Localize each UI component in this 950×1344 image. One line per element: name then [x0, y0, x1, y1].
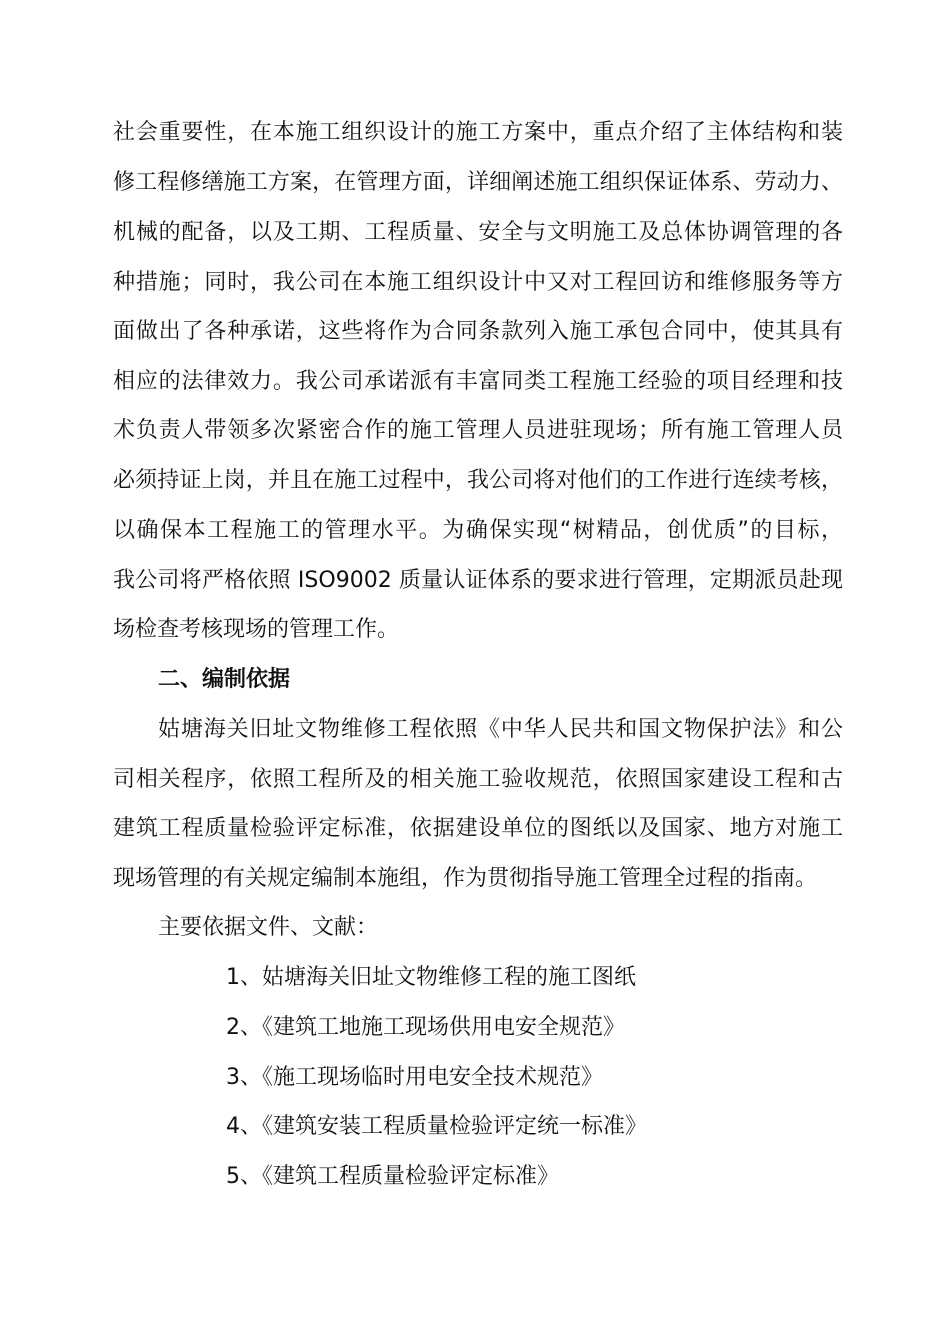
paragraph-line: 社会重要性，在本施工组织设计的施工方案中，重点介绍了主体结构和装 [113, 120, 843, 145]
reference-item: 3、《施工现场临时用电安全技术规范》 [226, 1065, 603, 1090]
paragraph-line: 修工程修缮施工方案，在管理方面，详细阐述施工组织保证体系、劳动力、 [113, 170, 843, 195]
paragraph-line: 面做出了各种承诺，这些将作为合同条款列入施工承包合同中，使其具有 [113, 319, 843, 344]
paragraph-line: 现场管理的有关规定编制本施组，作为贯彻指导施工管理全过程的指南。 [113, 866, 818, 891]
reference-item: 1、姑塘海关旧址文物维修工程的施工图纸 [226, 965, 636, 990]
references-intro: 主要依据文件、文献： [158, 915, 379, 940]
paragraph-line: 以确保本工程施工的管理水平。为确保实现“树精品，创优质”的目标， [113, 518, 843, 543]
paragraph-line: 建筑工程质量检验评定标准，依据建设单位的图纸以及国家、地方对施工 [113, 816, 843, 841]
paragraph-line: 术负责人带领多次紧密合作的施工管理人员进驻现场；所有施工管理人员 [113, 418, 843, 443]
paragraph-line: 场检查考核现场的管理工作。 [113, 617, 400, 642]
paragraph-line: 我公司将严格依照 ISO9002 质量认证体系的要求进行管理，定期派员赴现 [113, 568, 843, 593]
paragraph-line: 姑塘海关旧址文物维修工程依照《中华人民共和国文物保护法》和公 [158, 717, 843, 742]
paragraph-line: 司相关程序，依照工程所及的相关施工验收规范，依照国家建设工程和古 [113, 767, 843, 792]
reference-item: 5、《建筑工程质量检验评定标准》 [226, 1164, 559, 1189]
section-heading: 二、编制依据 [158, 667, 291, 692]
paragraph-line: 必须持证上岗，并且在施工过程中，我公司将对他们的工作进行连续考核， [113, 468, 843, 493]
reference-item: 4、《建筑安装工程质量检验评定统一标准》 [226, 1114, 647, 1139]
paragraph-line: 机械的配备，以及工期、工程质量、安全与文明施工及总体协调管理的各 [113, 220, 843, 245]
reference-item: 2、《建筑工地施工现场供用电安全规范》 [226, 1015, 625, 1040]
paragraph-line: 相应的法律效力。我公司承诺派有丰富同类工程施工经验的项目经理和技 [113, 369, 843, 394]
paragraph-line: 种措施；同时，我公司在本施工组织设计中又对工程回访和维修服务等方 [113, 270, 843, 295]
